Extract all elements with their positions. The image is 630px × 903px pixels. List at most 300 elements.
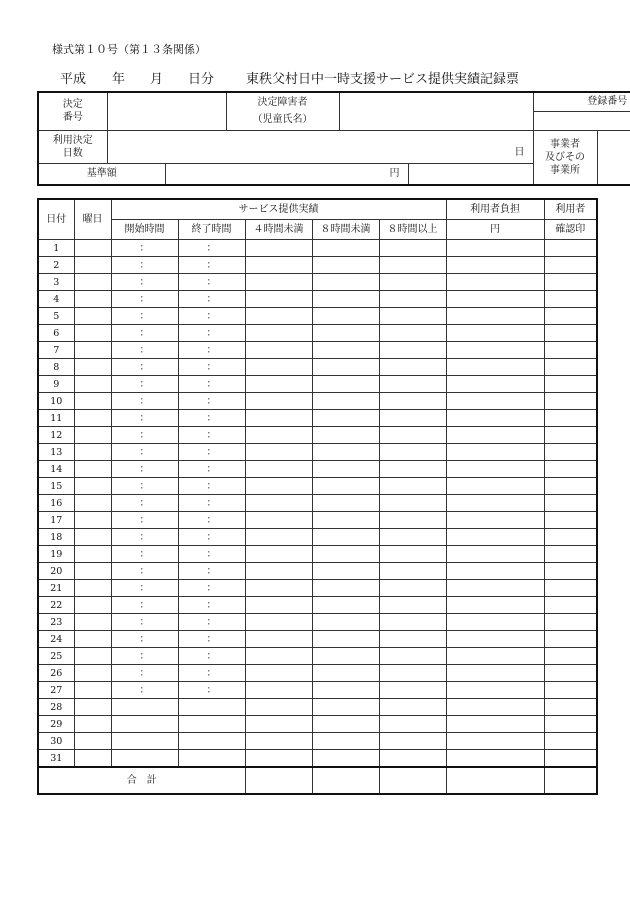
start-time-cell[interactable]: ： bbox=[111, 359, 178, 376]
base-amount-label: 基準額 bbox=[38, 163, 165, 185]
user-charge-cell[interactable] bbox=[446, 359, 544, 376]
under8-cell[interactable] bbox=[312, 665, 379, 682]
over8-cell[interactable] bbox=[379, 495, 446, 512]
table-row bbox=[38, 580, 597, 597]
confirm-cell[interactable] bbox=[544, 597, 597, 614]
start-time-cell[interactable]: ： bbox=[111, 257, 178, 274]
confirm-cell[interactable] bbox=[544, 529, 597, 546]
under4-cell[interactable] bbox=[245, 750, 312, 768]
end-time-cell[interactable]: ： bbox=[178, 376, 245, 393]
under8-cell[interactable] bbox=[312, 444, 379, 461]
start-time-cell[interactable]: ： bbox=[111, 478, 178, 495]
day-cell: 25 bbox=[38, 648, 74, 665]
user-charge-cell[interactable] bbox=[446, 427, 544, 444]
under8-cell[interactable] bbox=[312, 682, 379, 699]
confirm-cell[interactable] bbox=[544, 563, 597, 580]
start-time-cell[interactable] bbox=[111, 699, 178, 716]
base-amount-field[interactable] bbox=[165, 163, 408, 185]
total-over8[interactable] bbox=[379, 767, 446, 794]
start-time-cell[interactable]: ： bbox=[111, 614, 178, 631]
end-time-cell[interactable]: ： bbox=[178, 291, 245, 308]
day-cell: 1 bbox=[38, 240, 74, 257]
table-row bbox=[38, 427, 597, 444]
under8-cell[interactable] bbox=[312, 495, 379, 512]
day-cell: 12 bbox=[38, 427, 74, 444]
weekday-cell[interactable] bbox=[74, 512, 111, 529]
under4-cell[interactable] bbox=[245, 240, 312, 257]
day-cell: 20 bbox=[38, 563, 74, 580]
weekday-cell[interactable] bbox=[74, 733, 111, 750]
confirm-cell[interactable] bbox=[544, 733, 597, 750]
start-time-cell[interactable] bbox=[111, 750, 178, 768]
under8-cell[interactable] bbox=[312, 750, 379, 768]
confirm-cell[interactable] bbox=[544, 699, 597, 716]
user-charge-cell[interactable] bbox=[446, 257, 544, 274]
under8-cell[interactable] bbox=[312, 325, 379, 342]
start-time-cell[interactable]: ： bbox=[111, 376, 178, 393]
end-time-cell[interactable]: ： bbox=[178, 631, 245, 648]
user-charge-cell[interactable] bbox=[446, 597, 544, 614]
start-time-cell[interactable]: ： bbox=[111, 291, 178, 308]
weekday-cell[interactable] bbox=[74, 410, 111, 427]
over8-cell[interactable] bbox=[379, 461, 446, 478]
end-time-cell[interactable]: ： bbox=[178, 359, 245, 376]
confirm-cell[interactable] bbox=[544, 648, 597, 665]
end-time-cell[interactable]: ： bbox=[178, 410, 245, 427]
under4-cell[interactable] bbox=[245, 733, 312, 750]
confirm-cell[interactable] bbox=[544, 393, 597, 410]
under8-cell[interactable] bbox=[312, 393, 379, 410]
weekday-cell[interactable] bbox=[74, 308, 111, 325]
table-row bbox=[38, 733, 597, 750]
day-cell: 11 bbox=[38, 410, 74, 427]
end-time-cell[interactable]: ： bbox=[178, 512, 245, 529]
under4-cell[interactable] bbox=[245, 308, 312, 325]
table-row bbox=[38, 631, 597, 648]
over8-cell[interactable] bbox=[379, 478, 446, 495]
start-time-cell[interactable]: ： bbox=[111, 665, 178, 682]
under4-cell[interactable] bbox=[245, 682, 312, 699]
weekday-cell[interactable] bbox=[74, 631, 111, 648]
end-time-cell[interactable] bbox=[178, 716, 245, 733]
under8-cell[interactable] bbox=[312, 716, 379, 733]
over8-cell[interactable] bbox=[379, 614, 446, 631]
over8-cell[interactable] bbox=[379, 291, 446, 308]
table-row bbox=[38, 665, 597, 682]
weekday-cell[interactable] bbox=[74, 495, 111, 512]
start-time-cell[interactable]: ： bbox=[111, 648, 178, 665]
table-row bbox=[38, 461, 597, 478]
under8-cell[interactable] bbox=[312, 546, 379, 563]
day-cell: 18 bbox=[38, 529, 74, 546]
user-charge-cell[interactable] bbox=[446, 274, 544, 291]
end-time-cell[interactable]: ： bbox=[178, 529, 245, 546]
under8-cell[interactable] bbox=[312, 240, 379, 257]
weekday-cell[interactable] bbox=[74, 427, 111, 444]
end-time-cell[interactable]: ： bbox=[178, 563, 245, 580]
over8-cell[interactable] bbox=[379, 682, 446, 699]
user-charge-header: 利用者負担 bbox=[446, 199, 544, 220]
user-charge-cell[interactable] bbox=[446, 563, 544, 580]
table-row bbox=[38, 478, 597, 495]
table-row bbox=[38, 342, 597, 359]
weekday-cell[interactable] bbox=[74, 359, 111, 376]
confirm-cell[interactable] bbox=[544, 682, 597, 699]
confirm-cell[interactable] bbox=[544, 376, 597, 393]
under4-cell[interactable] bbox=[245, 427, 312, 444]
under8-cell[interactable] bbox=[312, 648, 379, 665]
user-charge-cell[interactable] bbox=[446, 733, 544, 750]
over8-cell[interactable] bbox=[379, 274, 446, 291]
end-time-cell[interactable]: ： bbox=[178, 342, 245, 359]
user-charge-cell[interactable] bbox=[446, 291, 544, 308]
under8-cell[interactable] bbox=[312, 410, 379, 427]
under8-cell[interactable] bbox=[312, 631, 379, 648]
day-cell: 4 bbox=[38, 291, 74, 308]
end-time-cell[interactable]: ： bbox=[178, 495, 245, 512]
end-time-cell[interactable]: ： bbox=[178, 580, 245, 597]
over8-cell[interactable] bbox=[379, 444, 446, 461]
over8-cell[interactable] bbox=[379, 257, 446, 274]
day-cell: 6 bbox=[38, 325, 74, 342]
under4-cell[interactable] bbox=[245, 376, 312, 393]
confirm-cell[interactable] bbox=[544, 614, 597, 631]
under8-cell[interactable] bbox=[312, 597, 379, 614]
user-charge-cell[interactable] bbox=[446, 512, 544, 529]
user-charge-cell[interactable] bbox=[446, 444, 544, 461]
under8-cell[interactable] bbox=[312, 461, 379, 478]
confirm-cell[interactable] bbox=[544, 410, 597, 427]
start-time-cell[interactable]: ： bbox=[111, 529, 178, 546]
under8-cell[interactable] bbox=[312, 359, 379, 376]
user-charge-cell[interactable] bbox=[446, 614, 544, 631]
weekday-cell[interactable] bbox=[74, 291, 111, 308]
end-time-cell[interactable]: ： bbox=[178, 240, 245, 257]
total-user-charge[interactable] bbox=[446, 767, 544, 794]
weekday-cell[interactable] bbox=[74, 682, 111, 699]
start-time-cell[interactable]: ： bbox=[111, 393, 178, 410]
start-time-cell[interactable]: ： bbox=[111, 682, 178, 699]
user-charge-cell[interactable] bbox=[446, 410, 544, 427]
weekday-cell[interactable] bbox=[74, 699, 111, 716]
decision-number-field[interactable] bbox=[107, 92, 226, 130]
over8-cell[interactable] bbox=[379, 427, 446, 444]
over8-cell[interactable] bbox=[379, 393, 446, 410]
weekday-cell[interactable] bbox=[74, 614, 111, 631]
business-field[interactable] bbox=[597, 130, 630, 185]
user-charge-cell[interactable] bbox=[446, 580, 544, 597]
weekday-cell[interactable] bbox=[74, 546, 111, 563]
start-time-cell[interactable]: ： bbox=[111, 427, 178, 444]
confirm-cell[interactable] bbox=[544, 325, 597, 342]
under4-cell[interactable] bbox=[245, 648, 312, 665]
confirm-cell[interactable] bbox=[544, 461, 597, 478]
start-time-cell[interactable]: ： bbox=[111, 631, 178, 648]
weekday-cell[interactable] bbox=[74, 716, 111, 733]
total-confirm[interactable] bbox=[544, 767, 597, 794]
confirm-cell[interactable] bbox=[544, 546, 597, 563]
weekday-cell[interactable] bbox=[74, 342, 111, 359]
under4-cell[interactable] bbox=[245, 291, 312, 308]
end-time-cell[interactable]: ： bbox=[178, 682, 245, 699]
under8-cell[interactable] bbox=[312, 257, 379, 274]
day-cell: 2 bbox=[38, 257, 74, 274]
end-time-cell[interactable]: ： bbox=[178, 461, 245, 478]
under4-cell[interactable] bbox=[245, 359, 312, 376]
under4-cell[interactable] bbox=[245, 546, 312, 563]
weekday-cell[interactable] bbox=[74, 461, 111, 478]
under4-cell[interactable] bbox=[245, 325, 312, 342]
weekday-header: 曜日 bbox=[74, 199, 111, 240]
confirm-cell[interactable] bbox=[544, 580, 597, 597]
table-row bbox=[38, 546, 597, 563]
weekday-cell[interactable] bbox=[74, 580, 111, 597]
confirm-cell[interactable] bbox=[544, 716, 597, 733]
start-time-cell[interactable]: ： bbox=[111, 580, 178, 597]
start-time-cell[interactable]: ： bbox=[111, 461, 178, 478]
over8-cell[interactable] bbox=[379, 325, 446, 342]
day-cell: 17 bbox=[38, 512, 74, 529]
weekday-cell[interactable] bbox=[74, 665, 111, 682]
under8-cell[interactable] bbox=[312, 274, 379, 291]
confirm-cell[interactable] bbox=[544, 665, 597, 682]
over8-cell[interactable] bbox=[379, 342, 446, 359]
decision-person-field[interactable] bbox=[339, 92, 533, 130]
end-time-cell[interactable]: ： bbox=[178, 325, 245, 342]
confirm-cell[interactable] bbox=[544, 359, 597, 376]
under8-cell[interactable] bbox=[312, 614, 379, 631]
under4-cell[interactable] bbox=[245, 274, 312, 291]
user-charge-cell[interactable] bbox=[446, 716, 544, 733]
under8-cell[interactable] bbox=[312, 376, 379, 393]
end-time-cell[interactable]: ： bbox=[178, 308, 245, 325]
weekday-cell[interactable] bbox=[74, 750, 111, 768]
under4-cell[interactable] bbox=[245, 495, 312, 512]
over8-cell[interactable] bbox=[379, 240, 446, 257]
under8-cell[interactable] bbox=[312, 342, 379, 359]
over8-cell[interactable] bbox=[379, 665, 446, 682]
over8-cell[interactable] bbox=[379, 410, 446, 427]
weekday-cell[interactable] bbox=[74, 325, 111, 342]
weekday-cell[interactable] bbox=[74, 444, 111, 461]
weekday-cell[interactable] bbox=[74, 597, 111, 614]
under4-cell[interactable] bbox=[245, 580, 312, 597]
under8-cell[interactable] bbox=[312, 733, 379, 750]
user-charge-cell[interactable] bbox=[446, 376, 544, 393]
over8-cell[interactable] bbox=[379, 716, 446, 733]
over8-cell[interactable] bbox=[379, 597, 446, 614]
weekday-cell[interactable] bbox=[74, 257, 111, 274]
start-time-cell[interactable]: ： bbox=[111, 410, 178, 427]
day-cell: 13 bbox=[38, 444, 74, 461]
over8-cell[interactable] bbox=[379, 699, 446, 716]
under8-cell[interactable] bbox=[312, 563, 379, 580]
confirm-cell[interactable] bbox=[544, 308, 597, 325]
start-time-cell[interactable]: ： bbox=[111, 444, 178, 461]
weekday-cell[interactable] bbox=[74, 478, 111, 495]
end-time-cell[interactable]: ： bbox=[178, 546, 245, 563]
start-time-cell[interactable]: ： bbox=[111, 274, 178, 291]
user-charge-cell[interactable] bbox=[446, 546, 544, 563]
under4-cell[interactable] bbox=[245, 665, 312, 682]
over8-cell[interactable] bbox=[379, 563, 446, 580]
weekday-cell[interactable] bbox=[74, 529, 111, 546]
start-time-cell[interactable]: ： bbox=[111, 512, 178, 529]
weekday-cell[interactable] bbox=[74, 240, 111, 257]
under4-cell[interactable] bbox=[245, 342, 312, 359]
under8-cell[interactable] bbox=[312, 308, 379, 325]
weekday-cell[interactable] bbox=[74, 376, 111, 393]
user-charge-cell[interactable] bbox=[446, 325, 544, 342]
confirm-cell[interactable] bbox=[544, 427, 597, 444]
start-time-cell[interactable]: ： bbox=[111, 240, 178, 257]
weekday-cell[interactable] bbox=[74, 648, 111, 665]
user-charge-cell[interactable] bbox=[446, 393, 544, 410]
end-time-cell[interactable]: ： bbox=[178, 478, 245, 495]
confirm-cell[interactable] bbox=[544, 478, 597, 495]
confirm-cell[interactable] bbox=[544, 512, 597, 529]
user-charge-cell[interactable] bbox=[446, 750, 544, 768]
weekday-cell[interactable] bbox=[74, 563, 111, 580]
under8-cell[interactable] bbox=[312, 512, 379, 529]
start-time-cell[interactable]: ： bbox=[111, 597, 178, 614]
over8-cell[interactable] bbox=[379, 308, 446, 325]
under8-cell[interactable] bbox=[312, 529, 379, 546]
user-charge-cell[interactable] bbox=[446, 682, 544, 699]
user-charge-cell[interactable] bbox=[446, 461, 544, 478]
end-time-cell[interactable]: ： bbox=[178, 444, 245, 461]
under4-cell[interactable] bbox=[245, 444, 312, 461]
under4-cell[interactable] bbox=[245, 563, 312, 580]
over8-cell[interactable] bbox=[379, 376, 446, 393]
end-time-cell[interactable]: ： bbox=[178, 274, 245, 291]
confirm-cell[interactable] bbox=[544, 631, 597, 648]
document-title: 東秩父村日中一時支援サービス提供実績記録票 bbox=[246, 72, 520, 87]
decision-number-label: 決定 番号 bbox=[38, 92, 107, 130]
under4-cell[interactable] bbox=[245, 393, 312, 410]
under8-cell[interactable] bbox=[312, 478, 379, 495]
day-cell: 3 bbox=[38, 274, 74, 291]
over8-cell[interactable] bbox=[379, 580, 446, 597]
over8-cell[interactable] bbox=[379, 733, 446, 750]
under4-cell[interactable] bbox=[245, 529, 312, 546]
under4-cell[interactable] bbox=[245, 410, 312, 427]
confirm-cell[interactable] bbox=[544, 750, 597, 768]
under4-cell[interactable] bbox=[245, 716, 312, 733]
under4-cell[interactable] bbox=[245, 699, 312, 716]
start-time-cell[interactable] bbox=[111, 733, 178, 750]
start-time-cell[interactable]: ： bbox=[111, 308, 178, 325]
day-cell: 10 bbox=[38, 393, 74, 410]
under4-cell[interactable] bbox=[245, 257, 312, 274]
registration-number-label: 登録番号 bbox=[533, 92, 630, 111]
form-number: 様式第１０号（第１３条関係） bbox=[52, 43, 206, 56]
end-time-cell[interactable]: ： bbox=[178, 427, 245, 444]
confirm-cell[interactable] bbox=[544, 240, 597, 257]
day-cell: 19 bbox=[38, 546, 74, 563]
total-under8[interactable] bbox=[312, 767, 379, 794]
user-charge-cell[interactable] bbox=[446, 308, 544, 325]
confirm-cell[interactable] bbox=[544, 495, 597, 512]
day-cell: 23 bbox=[38, 614, 74, 631]
start-time-cell[interactable]: ： bbox=[111, 546, 178, 563]
over8-cell[interactable] bbox=[379, 750, 446, 768]
over8-header: ８時間以上 bbox=[379, 220, 446, 240]
day-cell: 22 bbox=[38, 597, 74, 614]
under8-cell[interactable] bbox=[312, 699, 379, 716]
over8-cell[interactable] bbox=[379, 529, 446, 546]
decision-person-label bbox=[226, 92, 339, 130]
usage-days-field[interactable] bbox=[107, 130, 533, 163]
user-charge-cell[interactable] bbox=[446, 478, 544, 495]
user-charge-cell[interactable] bbox=[446, 665, 544, 682]
child-name-text: （児童氏名） bbox=[252, 114, 313, 126]
service-header: サービス提供実績 bbox=[111, 199, 446, 220]
end-time-cell[interactable] bbox=[178, 699, 245, 716]
end-time-cell[interactable]: ： bbox=[178, 597, 245, 614]
table-row bbox=[38, 648, 597, 665]
confirm-cell[interactable] bbox=[544, 257, 597, 274]
start-time-cell[interactable]: ： bbox=[111, 563, 178, 580]
user-charge-cell[interactable] bbox=[446, 342, 544, 359]
over8-cell[interactable] bbox=[379, 631, 446, 648]
user-charge-cell[interactable] bbox=[446, 631, 544, 648]
over8-cell[interactable] bbox=[379, 512, 446, 529]
under4-cell[interactable] bbox=[245, 631, 312, 648]
registration-number-field[interactable] bbox=[533, 111, 630, 130]
under8-cell[interactable] bbox=[312, 580, 379, 597]
start-time-cell[interactable]: ： bbox=[111, 342, 178, 359]
end-time-cell[interactable] bbox=[178, 733, 245, 750]
base-amount-extra bbox=[408, 163, 533, 185]
confirm-cell[interactable] bbox=[544, 342, 597, 359]
day-cell: 21 bbox=[38, 580, 74, 597]
start-time-cell[interactable]: ： bbox=[111, 495, 178, 512]
under4-cell[interactable] bbox=[245, 614, 312, 631]
under8-cell[interactable] bbox=[312, 427, 379, 444]
under4-cell[interactable] bbox=[245, 597, 312, 614]
weekday-cell[interactable] bbox=[74, 393, 111, 410]
end-time-cell[interactable]: ： bbox=[178, 614, 245, 631]
month-portion-label: 日分 bbox=[188, 72, 215, 87]
user-charge-cell[interactable] bbox=[446, 699, 544, 716]
under4-cell[interactable] bbox=[245, 478, 312, 495]
under8-cell[interactable] bbox=[312, 291, 379, 308]
under4-cell[interactable] bbox=[245, 512, 312, 529]
weekday-cell[interactable] bbox=[74, 274, 111, 291]
under4-cell[interactable] bbox=[245, 461, 312, 478]
user-charge-cell[interactable] bbox=[446, 648, 544, 665]
user-charge-cell[interactable] bbox=[446, 529, 544, 546]
confirm-cell[interactable] bbox=[544, 444, 597, 461]
confirm-cell[interactable] bbox=[544, 274, 597, 291]
end-time-cell[interactable] bbox=[178, 750, 245, 768]
user-charge-cell[interactable] bbox=[446, 495, 544, 512]
end-time-cell[interactable]: ： bbox=[178, 665, 245, 682]
start-time-cell[interactable] bbox=[111, 716, 178, 733]
end-time-cell[interactable]: ： bbox=[178, 648, 245, 665]
end-time-cell[interactable]: ： bbox=[178, 257, 245, 274]
over8-cell[interactable] bbox=[379, 648, 446, 665]
start-time-cell[interactable]: ： bbox=[111, 325, 178, 342]
over8-cell[interactable] bbox=[379, 359, 446, 376]
end-time-cell[interactable]: ： bbox=[178, 393, 245, 410]
confirm-cell[interactable] bbox=[544, 291, 597, 308]
total-under4[interactable] bbox=[245, 767, 312, 794]
user-charge-cell[interactable] bbox=[446, 240, 544, 257]
title-row bbox=[60, 68, 600, 86]
over8-cell[interactable] bbox=[379, 546, 446, 563]
